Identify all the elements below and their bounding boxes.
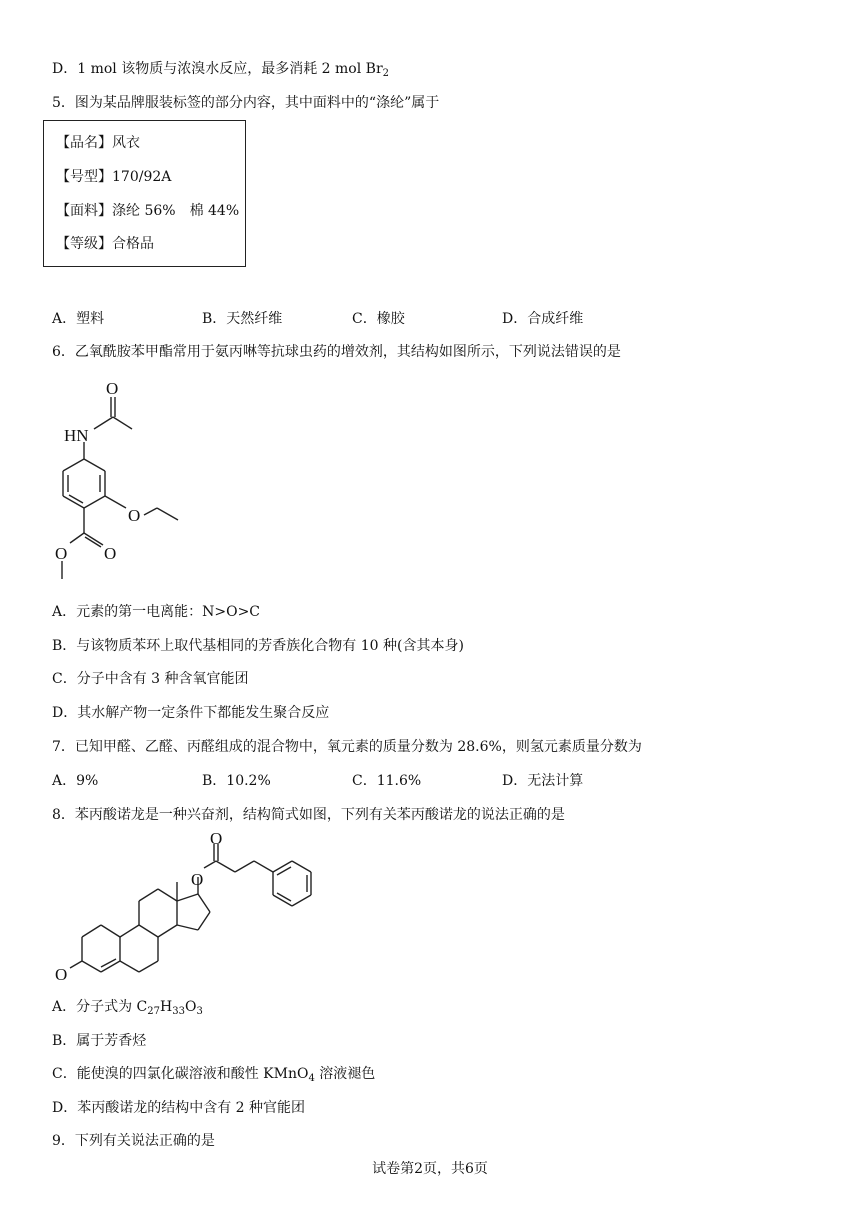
q8-option-c: C．能使溴的四氯化碳溶液和酸性 KMnO$_4$ 溶液褪色 (52, 1066, 376, 1084)
label-grade: 【等级】合格品 (56, 236, 154, 252)
label-product-name: 【品名】风衣 (56, 135, 140, 151)
q6-nh-group: HN (64, 426, 89, 445)
q6-structure-diagram (40, 375, 200, 590)
q6-stem: 6．乙氧酰胺苯甲酯常用于氨丙啉等抗球虫药的增效剂，其结构如图所示，下列说法错误的是 (52, 344, 621, 360)
q6-option-b: B．与该物质苯环上取代基相同的芳香族化合物有 10 种(含其本身) (52, 638, 464, 654)
q5-stem: 5．图为某品牌服装标签的部分内容，其中面料中的“涤纶”属于 (52, 95, 440, 111)
clothing-label-box (43, 120, 246, 267)
q5-option-c: C．橡胶 (352, 311, 405, 327)
q6-oxygen-ester: O (55, 544, 68, 563)
q8-option-a: A．分子式为 $C_{27}H_{33}O_3$ (52, 999, 203, 1017)
q8-stem: 8．苯丙酸诺龙是一种兴奋剂，结构简式如图，下列有关苯丙酸诺龙的说法正确的是 (52, 807, 565, 823)
q5-option-a: A．塑料 (52, 311, 105, 327)
q6-oxygen-ether: O (128, 506, 141, 525)
q8-option-d: D．苯丙酸诺龙的结构中含有 2 种官能团 (52, 1100, 306, 1116)
q5-option-d: D．合成纤维 (502, 311, 584, 327)
q8-structure-diagram (50, 832, 320, 992)
q7-option-d: D．无法计算 (502, 773, 584, 789)
page-footer: 试卷第2页，共6页 (372, 1161, 488, 1177)
q5-option-b: B．天然纤维 (202, 311, 283, 327)
q6-oxygen-ester-carbonyl: O (104, 544, 117, 563)
q8-option-b: B．属于芳香烃 (52, 1033, 147, 1049)
q7-option-b: B．10.2% (202, 773, 271, 789)
q7-stem: 7．已知甲醛、乙醛、丙醛组成的混合物中，氧元素的质量分数为 28.6%，则氢元素质量分数为 (52, 739, 642, 755)
q6-option-d: D．其水解产物一定条件下都能发生聚合反应 (52, 705, 330, 721)
q7-option-c: C．11.6% (352, 773, 422, 789)
label-size: 【号型】170/92A (56, 169, 172, 185)
q6-option-c: C．分子中含有 3 种含氧官能团 (52, 671, 249, 687)
q8-oxygen-ketone: O (55, 965, 68, 984)
q8-oxygen-carbonyl: O (210, 832, 223, 848)
q4-option-d: D．1 mol 该物质与浓溴水反应，最多消耗 2 mol $Br_2$ (52, 61, 390, 79)
label-fabric: 【面料】涤纶 56% 棉 44% (56, 203, 240, 219)
q7-option-a: A．9% (52, 773, 99, 789)
q6-option-a: A．元素的第一电离能：N>O>C (52, 604, 261, 620)
q6-oxygen-carbonyl: O (106, 379, 119, 398)
q8-oxygen-ester: O (191, 870, 204, 889)
q9-stem: 9．下列有关说法正确的是 (52, 1133, 215, 1149)
